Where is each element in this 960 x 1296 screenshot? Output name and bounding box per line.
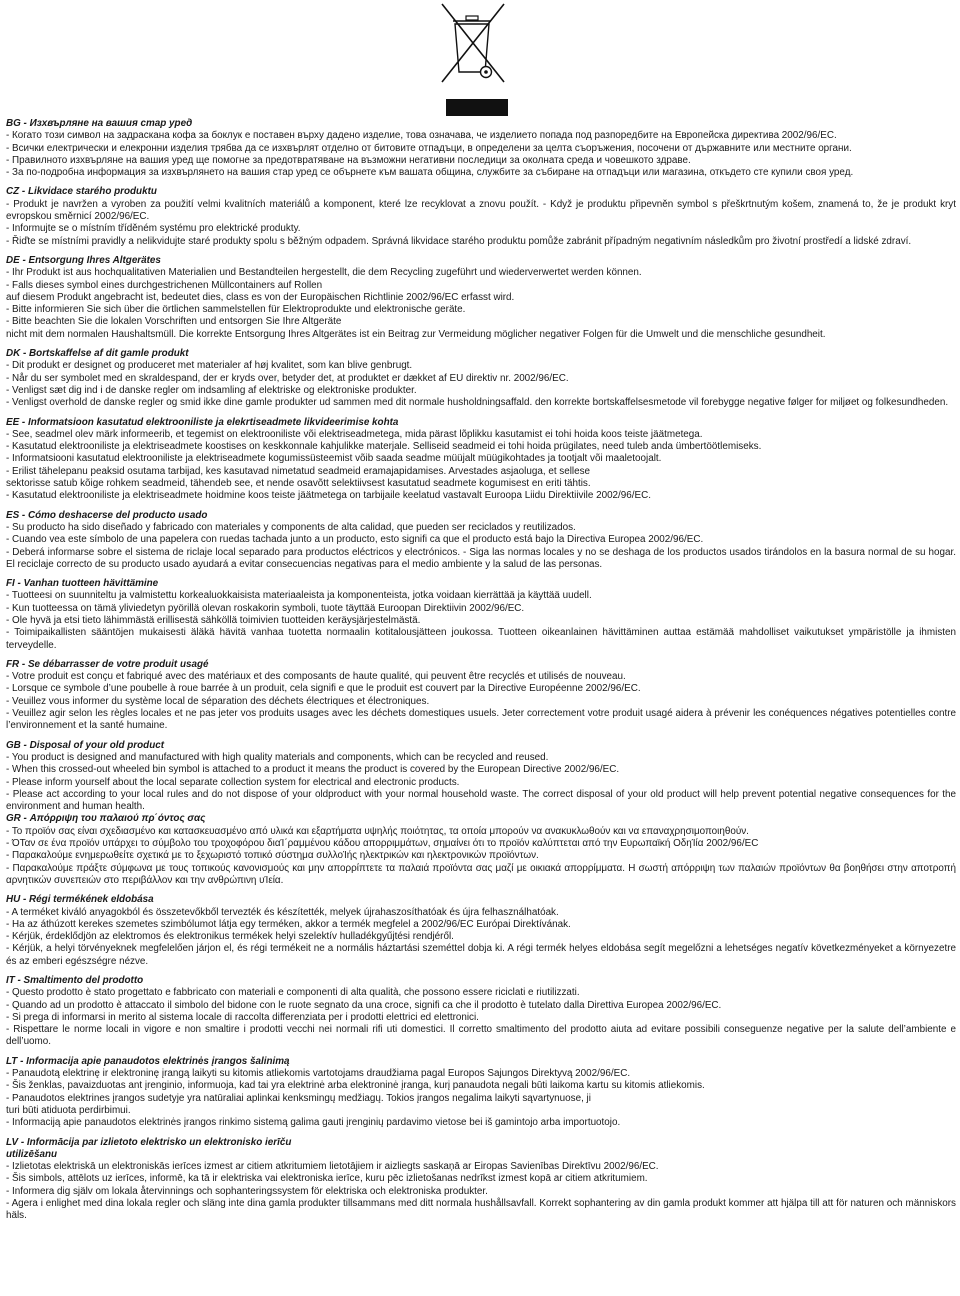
paragraph-line: - Votre produit est conçu et fabriqué avec des matériaux et des composants de haute qualité, qui peuvent être recyclés et utilisés de nouveau. bbox=[6, 671, 626, 683]
paragraph-line: - Ihr Produkt ist aus hochqualitativen Materialien und Bestandteilen hergestellt, die dem Recycling zugeführt und wiederverwertet werden können. bbox=[6, 267, 642, 279]
section bbox=[6, 510, 956, 571]
paragraph-line: - Venligst sæt dig ind i de danske regler om indsamling af elektriske og elektroniske produkter. bbox=[6, 384, 417, 396]
paragraph-line: - Lorsque ce symbole d’une poubelle à roue barrée à un produit, cela signifi e que le produit est couvert par la Directive Européenne 2002/96/EC. bbox=[6, 683, 641, 695]
paragraph-line: - Når du ser symbolet med en skraldespand, der er kryds over, betyder det, at produktet er dækket af EU direktiv nr. 2002/96/EC. bbox=[6, 372, 569, 384]
paragraph-line: - You product is designed and manufactured with high quality materials and components, which can be recycled and reused. bbox=[6, 751, 549, 763]
section-heading: DK - Bortskaffelse af dit gamle produkt bbox=[6, 348, 189, 360]
section bbox=[6, 740, 956, 814]
paragraph-line: - When this crossed-out wheeled bin symbol is attached to a product it means the product is covered by the European Directive 2002/96/EC. bbox=[6, 764, 620, 776]
section bbox=[6, 186, 956, 247]
document-body bbox=[6, 118, 956, 1230]
paragraph-line: - Παρακαλούμε πράξτε σύμφωνα με τους τοπικούς κανονισμούς και μην απορρίπτετε τα παλαιά προϊόντα σας μαζί με οικιακά απορρίμματα. Η σωστή απόρριψη των παλαιών προϊόντων θα βοηθήσει στην αποτροπή αρνητικών συνεπειών στο περιβάλλον και την ανθρώπινη υΊεία. bbox=[6, 862, 956, 886]
section bbox=[6, 975, 956, 1049]
section bbox=[6, 118, 956, 179]
paragraph-line: - Bitte beachten Sie die lokalen Vorschriften und entsorgen Sie Ihre Altgeräte bbox=[6, 316, 342, 328]
section bbox=[6, 417, 956, 503]
section bbox=[6, 894, 956, 968]
section-heading: BG - Изхвърляне на вашия стар уред bbox=[6, 118, 193, 129]
paragraph-line: - Toimipaikallisten sääntöjen mukaisesti äläkä hävitä vanhaa tuotetta normaalin kotitalousjätteen joukossa. Tuotteen oikeanlainen hävittäminen auttaa estämää mahdolliset vaikutukset ympäristölle ja ihmisten terveydelle. bbox=[6, 627, 956, 651]
paragraph-line: - Si prega di informarsi in merito al sistema locale di raccolta differenziata per i prodotti elettrici ed elettronici. bbox=[6, 1011, 479, 1023]
paragraph-line: - Το προϊόν σας είναι σχεδιασμένο και κατασκευασμένο από υλικά και εξαρτήματα υψηλής ποιότητας, τα οποία μπορούν να ανακυκλωθούν και να επαναχρησιμοποιηθούν. bbox=[6, 825, 749, 837]
paragraph-line: - Tuotteesi on suunniteltu ja valmistettu korkealuokkaisista materiaaleista ja komponenteista, jotka voidaan kierrättää ja käyttää uudell. bbox=[6, 590, 592, 602]
paragraph-line: - Informatsiooni kasutatud elektrooniliste ja elektriseadmete kogumissüsteemist võib saada seadme müüjalt müügikohtades ja tootjalt või maaletoojalt. bbox=[6, 453, 662, 465]
section-heading: DE - Entsorgung Ihres Altgerätes bbox=[6, 254, 161, 266]
crossed-out-wheeled-bin-icon bbox=[436, 2, 512, 84]
paragraph-line: - Παρακαλούμε ενημερωθείτε σχετικά με το ξεχωριστό τοπικό σύστημα συλλοΊής ηλεκτρικών και ηλεκτρονικών προϊόντων. bbox=[6, 850, 539, 862]
section bbox=[6, 578, 956, 652]
paragraph-line: - Šis ženklas, pavaizduotas ant įrenginio, informuoja, kad tai yra elektrinė arba elektroninė įranga, kurį panaudota negali būti laikoma kartu su kitomis atliekomis. bbox=[6, 1080, 705, 1092]
paragraph-line: - See, seadmel olev märk informeerib, et tegemist on elektrooniliste või elektriseadmetega, mida pärast lõplikku kasutamist ei tohi hoida koos teiste jäätmetega. bbox=[6, 428, 703, 440]
paragraph-line: - ΌΤαν σε ένα προϊόν υπάρχει το σύμβολο του τροχοφόρου διαΊ΄ραμμένου κάδου απορριμμάτων, σημαίνει ότι το προϊόν καλύπτεται από την Ευρωπαϊκή ΟδηΊία 2002/96/EC bbox=[6, 838, 759, 850]
paragraph-line: - Kasutatud elektrooniliste ja elektriseadmete hoidmine koos teiste jäätmetega on tarbijaile keelatud vastavalt Euroopa Liidu Direktiivile 2002/96/EC. bbox=[6, 490, 651, 502]
section bbox=[6, 255, 956, 341]
section-heading: HU - Régi termékének eldobása bbox=[6, 894, 154, 906]
paragraph-line: - Veuillez agir selon les règles locales et ne pas jeter vos produits usages avec les déchets domestiques usuels. Jeter correctement votre produit usagé aidera à prévenir les conéquences négatives potentielles contre l’environnement et la santé humaine. bbox=[6, 708, 956, 732]
section-heading: LV - Informācija par izlietoto elektrisko un elektronisko ierīču utilizēšanu bbox=[6, 1136, 292, 1160]
paragraph-line: - Informaciją apie panaudotos elektrinės įrangos rinkimo sistemą galima gauti įrenginių pardavimo vietose bei iš gamintojo arba importuotojo. bbox=[6, 1117, 621, 1129]
paragraph-line: - Informera dig själv om lokala återvinnings och sophanteringssystem för elektriska och elektroniska produkter. bbox=[6, 1185, 488, 1197]
paragraph-line: - Bitte informieren Sie sich über die örtlichen sammelstellen für Elektroprodukte und elektronische geräte. bbox=[6, 304, 466, 316]
paragraph-line: - Řiďte se místními pravidly a nelikvidujte staré produkty spolu s běžným odpadem. Správná likvidace starého produktu pomůže zabránit případným negativním následkům pro životní prostředí a lidské zdraví. bbox=[6, 235, 912, 247]
paragraph-line: - Kérjük, a helyi törvényeknek megfelelően járjon el, és régi termékeit ne a normális háztartási szeméttel dobja ki. A régi termék helyes eldobása segít megelőzni a lehetséges negatív következményeket a környezetre és az emberi egészségre nézve. bbox=[6, 943, 956, 967]
paragraph-line: - Rispettare le norme locali in vigore e non smaltire i prodotti vecchi nei normali rifi uti domestici. Il corretto smaltimento del prodotto aiuta ad evitare possibili conseguenze negative per la salute dell’ambiente e dell’uomo. bbox=[6, 1024, 956, 1048]
paragraph-line: - Su producto ha sido diseñado y fabricado con materiales y components de alta calidad, que pueden ser reciclados y reutilizados. bbox=[6, 521, 576, 533]
section-heading: LT - Informacija apie panaudotos elektrinės įrangos šalinimą bbox=[6, 1055, 290, 1067]
paragraph-line: - Šis simbols, attēlots uz ierīces, informē, ka tā ir elektriska vai elektroniska ierīce, kuru pēc izlietošanas nedrīkst izmest kopā ar citiem atkritumiem. bbox=[6, 1173, 648, 1185]
section bbox=[6, 1137, 956, 1223]
paragraph-line: - A terméket kiváló anyagokból és összetevőkből tervezték és készítették, melyek újrahaszosíthatóak és újra felhasználhatóak. bbox=[6, 906, 559, 918]
paragraph-line: - Falls dieses symbol eines durchgestrichenen Müllcontainers auf Rollen bbox=[6, 279, 323, 291]
section-heading: GB - Disposal of your old product bbox=[6, 739, 164, 751]
paragraph-line: - Quando ad un prodotto è attaccato il simbolo del bidone con le ruote segnato da una croce, signifi ca che il prodotto è tutelato dalla Direttiva Europea 2002/96/EC. bbox=[6, 999, 722, 1011]
paragraph-line: - Dit produkt er designet og produceret met materialer af høj kvalitet, som kan blive genbrugt. bbox=[6, 360, 413, 372]
paragraph-line: - Ha az áthúzott kerekes szemetes szimbólumot látja egy terméken, akkor a termék megfelel a 2002/96/EC Európai Direktívának. bbox=[6, 918, 571, 930]
section bbox=[6, 659, 956, 733]
paragraph-line: auf diesem Produkt angebracht ist, bedeutet dies, class es von der Europäischen Richtlinie 2002/96/EC erfasst wird. bbox=[6, 291, 515, 303]
paragraph-line: - Kasutatud elektrooniliste ja elektriseadmete koostises on keskkonnale kahjulikke materjale. Selliseid seadmeid ei tohi hoida prügilates, need tuleb anda ümbertöötlemiseks. bbox=[6, 441, 762, 453]
paragraph-line: - Правилното изхвърляне на вашия уред ще помогне за предотвратяване на възможни негативни последици за околната среда и човешкото здраве. bbox=[6, 154, 691, 166]
section-heading: CZ - Likvidace starého produktu bbox=[6, 186, 157, 198]
section bbox=[6, 1056, 956, 1130]
section-heading: EE - Informatsioon kasutatud elektrooniliste ja elekrtiseadmete likvideerimise kohta bbox=[6, 416, 399, 428]
paragraph-line: - Venligst overhold de danske regler og smid ikke dine gamle produkter ud sammen med dit normale husholdningsaffald. den korrekte bortskaffelsesmetode vil forebygge negative følger for miljøet og folkesundheden. bbox=[6, 397, 949, 409]
paragraph-line: - Please inform yourself about the local separate collection system for electrical and electronic products. bbox=[6, 776, 460, 788]
paragraph-line: - Cuando vea este símbolo de una papelera con ruedas tachada junto a un producto, esto signifi ca que el producto está bajo la Directiva Europea 2002/96/EC. bbox=[6, 534, 704, 546]
paragraph-line: - Ole hyvä ja etsi tieto lähimmästä erillisestä sähköllä toimivien tuotteiden keräysjärjestelmästä. bbox=[6, 614, 421, 626]
paragraph-line: - Informujte se o místním tříděném systému pro elektrické produkty. bbox=[6, 223, 301, 235]
paragraph-line: - Panaudotos elektrines įrangos sudetyje yra natūraliai aplinkai kenksmingų medžiagų. Tokios įrangos negalima laikyti sąvartynuose, ji bbox=[6, 1092, 591, 1104]
black-bar-marking bbox=[446, 99, 508, 116]
paragraph-line: - За по-подробна информация за изхвърлянето на вашия стар уред се обърнете към вашата община, службите за събиране на отпадъци или магазина, откъдето сте купили своя уред. bbox=[6, 167, 854, 179]
paragraph-line: - Veuillez vous informer du système local de séparation des déchets électriques et électroniques. bbox=[6, 695, 430, 707]
section-heading: ES - Cómo deshacerse del producto usado bbox=[6, 509, 208, 521]
paragraph-line: - Kérjük, érdeklődjön az elektromos és elektronikus termékek helyi szelektív hulladékgyűjtési rendjéről. bbox=[6, 931, 454, 943]
paragraph-line: - Please act according to your local rules and do not dispose of your oldproduct with your normal household waste. The correct disposal of your old product will help prevent potential negative consequences for the environment and human health. bbox=[6, 788, 956, 813]
paragraph-line: - Deberá informarse sobre el sistema de riclaje local separado para productos eléctricos y electrónicos. - Siga las normas locales y no se deshaga de los productos usados tirándolos en la basura normal de su hogar. El reciclaje correcto de su producto usado ayudará a evitar consecuencias negativas para el medio ambiente y la salud de las personas. bbox=[6, 546, 956, 570]
paragraph-line: - Всички електрически и елекронни изделия трябва да се изхвърлят отделно от битовите отпадъци, в определени за целта съоръжения, посочени от държавните или местните органи. bbox=[6, 142, 852, 154]
paragraph-line: - Panaudotą elektrinę ir elektroninę įrangą laikyti su kitomis atliekomis vartotojams draudžiama pagal Europos Sajungos Direktyvą 2002/96/EC. bbox=[6, 1068, 631, 1080]
section bbox=[6, 348, 956, 409]
paragraph-line: - Kun tuotteessa on tämä yliviedetyn pyörillä olevan roskakorin symboli, tuote täyttää Euroopan Direktiivin 2002/96/EC. bbox=[6, 602, 525, 614]
paragraph-line: - Когато този символ на задраскана кофа за боклук е поставен върху дадено изделие, това означава, че изделието попада под разпоредбите на Европейска директива 2002/96/EC. bbox=[6, 130, 837, 142]
paragraph-line: - Agera i enlighet med dina lokala regler och släng inte dina gamla produkter tillsammans med ditt normala hushållsavfall. Korrekt sophantering av din gamla produkt kommer att hjälpa till att för naturen och människors häls. bbox=[6, 1198, 956, 1222]
section-heading: FR - Se débarrasser de votre produit usagé bbox=[6, 658, 209, 670]
paragraph-line: - Erilist tähelepanu peaksid osutama tarbijad, kes kasutavad nimetatud seadmeid eramajapidamises. Arvestades asjaoluga, et sellese bbox=[6, 465, 591, 477]
section-heading: FI - Vanhan tuotteen hävittämine bbox=[6, 578, 159, 590]
paragraph-line: turi būti atiduota perdirbimui. bbox=[6, 1104, 131, 1116]
paragraph-line: nicht mit dem normalen Haushaltsmüll. Die korrekte Entsorgung Ihres Altgerätes ist ein Beitrag zur Vermeidung möglicher negativer Folgen für die Umwelt und die menschliche gesundheit. bbox=[6, 328, 826, 340]
section bbox=[6, 813, 956, 887]
paragraph-line: - Izlietotas elektriskā un elektroniskās ierīces izmest ar citiem atkritumiem lietotājiem ir aizliegts saskaņā ar Eiropas Savienības Direktīvu 2002/96/EC. bbox=[6, 1161, 659, 1173]
section-heading: IT - Smaltimento del prodotto bbox=[6, 975, 144, 986]
section-heading: GR - Απόρριψη του παλαιού πρ΄όντος σας bbox=[6, 813, 206, 825]
paragraph-line: - Produkt je navržen a vyroben za použití velmi kvalitních materiálů a komponent, které lze recyklovat a znovu použít. - Když je produktu připevněn symbol s přeškrtnutým košem, znamená to, že je produkt kryt evropskou směrnicí 2002/96/EC. bbox=[6, 198, 956, 223]
paragraph-line: sektorisse satub kõige rohkem seadmeid, tähendeb see, et nende osavõtt selektiivsest kasutatud seadmete kogumisest en eriti tähtis. bbox=[6, 478, 591, 490]
paragraph-line: - Questo prodotto è stato progettato e fabbricato con materiali e componenti di alta qualità, che possono essere riciclati e riutilizzati. bbox=[6, 987, 580, 999]
